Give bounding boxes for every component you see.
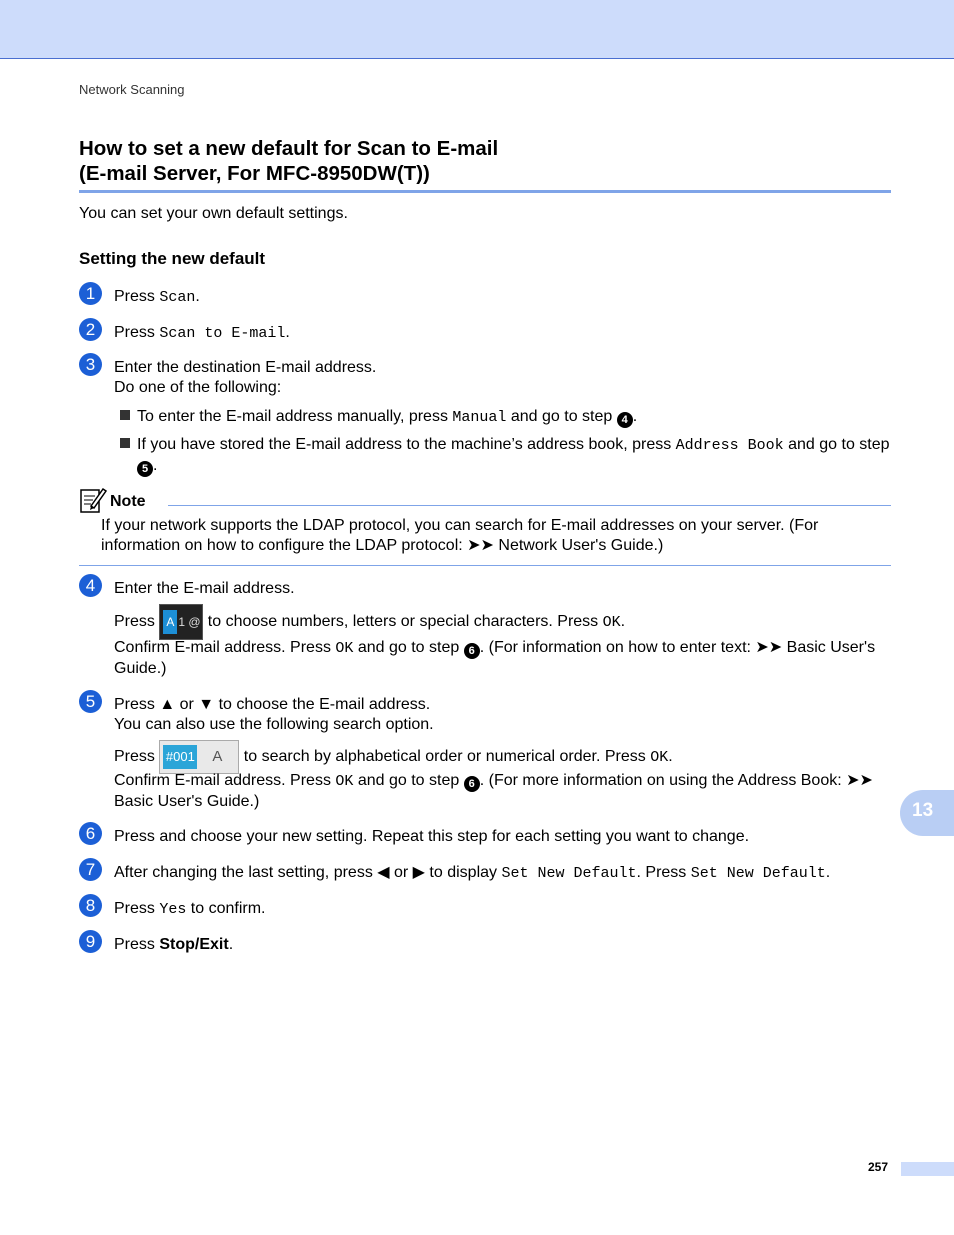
menu-code: Yes bbox=[159, 901, 187, 918]
bullet-item: If you have stored the E-mail address to the machine’s address book, press Address Book and go to step 5 . bbox=[120, 435, 890, 455]
step-number: 3 bbox=[79, 353, 102, 376]
step-5-press-line: Press #001 A to search by alphabetical order or numerical order. Press OK. bbox=[114, 740, 894, 774]
step-ref-icon: 4 bbox=[617, 412, 633, 428]
title-rule bbox=[79, 190, 891, 193]
note-top-rule bbox=[168, 505, 891, 506]
step-ref-icon: 6 bbox=[464, 643, 480, 659]
step-text: . bbox=[195, 288, 200, 305]
page-title bbox=[79, 136, 891, 186]
step-number: 4 bbox=[79, 574, 102, 597]
top-banner bbox=[0, 0, 954, 59]
step-5-confirm-line: Confirm E-mail address. Press OK and go to step 6 . (For more information on using the Address Book: ➤➤ Basic User's Guide.) bbox=[114, 772, 873, 810]
chapter-tab: 13 bbox=[900, 790, 954, 836]
intro-text: You can set your own default settings. bbox=[79, 205, 348, 222]
step-number: 1 bbox=[79, 282, 102, 305]
title-line-1: How to set a new default for Scan to E-mail bbox=[79, 137, 499, 160]
menu-code: Scan bbox=[159, 289, 196, 306]
menu-code: OK bbox=[650, 749, 669, 767]
menu-code: OK bbox=[602, 614, 621, 632]
key-name: Stop/Exit bbox=[159, 936, 229, 953]
bullet-square-icon bbox=[120, 410, 130, 420]
step-8: 8 Press Yes to confirm. bbox=[79, 899, 891, 920]
note-label: Note bbox=[110, 493, 146, 510]
step-text: Press bbox=[114, 288, 160, 305]
step-number: 2 bbox=[79, 318, 102, 341]
menu-code: Set New Default bbox=[501, 865, 637, 882]
step-text: Press ▲ or ▼ to choose the E-mail address. bbox=[114, 696, 431, 713]
step-ref-icon: 6 bbox=[464, 776, 480, 792]
menu-code: Address Book bbox=[675, 437, 784, 454]
keyboard-mode-button-icon: A 1 @ bbox=[159, 604, 203, 640]
step-9: 9 Press Stop/Exit. bbox=[79, 935, 891, 955]
menu-code: OK bbox=[335, 640, 354, 657]
step-number: 6 bbox=[79, 822, 102, 845]
step-text: You can also use the following search option. bbox=[114, 716, 434, 733]
section-heading: Setting the new default bbox=[79, 249, 266, 268]
note-pencil-icon bbox=[79, 486, 107, 514]
title-line-2: (E-mail Server, For MFC-8950DW(T)) bbox=[79, 162, 430, 185]
note-text: If your network supports the LDAP protocol, you can search for E-mail addresses on your server. (For information on how to configure the LDAP protocol: ➤➤ Network User's Guide.) bbox=[101, 517, 819, 554]
step-text: Enter the destination E-mail address. bbox=[114, 359, 377, 376]
menu-code: Manual bbox=[452, 409, 507, 426]
search-order-button-icon: #001 A bbox=[159, 740, 239, 774]
step-number: 7 bbox=[79, 858, 102, 881]
step-2 bbox=[79, 320, 891, 344]
page-number: 257 bbox=[868, 1160, 889, 1174]
step-7: 7 After changing the last setting, press ◀ or ▶ to display Set New Default. Press Set New Default. bbox=[79, 863, 891, 884]
bullet-item: To enter the E-mail address manually, press Manual and go to step 4 . bbox=[120, 407, 890, 427]
menu-code: Set New Default bbox=[690, 865, 826, 882]
step-text: Enter the E-mail address. bbox=[114, 580, 295, 597]
menu-code: Scan to E-mail bbox=[159, 325, 286, 342]
step-text: Do one of the following: bbox=[114, 379, 282, 396]
step-number: 9 bbox=[79, 930, 102, 953]
bullet-square-icon bbox=[120, 438, 130, 448]
step-text: . bbox=[285, 324, 290, 341]
step-number: 8 bbox=[79, 894, 102, 917]
step-4-confirm-line: Confirm E-mail address. Press OK and go to step 6 . (For information on how to enter text: ➤➤ Basic User's Guide.) bbox=[114, 639, 876, 677]
step-text: Press and choose your new setting. Repeat this step for each setting you want to change. bbox=[114, 828, 750, 845]
step-1 bbox=[79, 284, 891, 308]
step-4-press-line: Press A 1 @ to choose numbers, letters or special characters. Press OK. bbox=[114, 604, 894, 640]
step-4 bbox=[79, 576, 891, 599]
step-5 bbox=[79, 692, 891, 735]
step-3 bbox=[79, 355, 891, 398]
step-ref-icon: 5 bbox=[137, 461, 153, 477]
running-header: Network Scanning bbox=[79, 82, 185, 97]
page-number-bar bbox=[901, 1162, 954, 1176]
step-text: Press bbox=[114, 324, 160, 341]
menu-code: OK bbox=[335, 773, 354, 790]
step-6 bbox=[79, 824, 891, 847]
note-bottom-rule bbox=[79, 565, 891, 566]
step-number: 5 bbox=[79, 690, 102, 713]
